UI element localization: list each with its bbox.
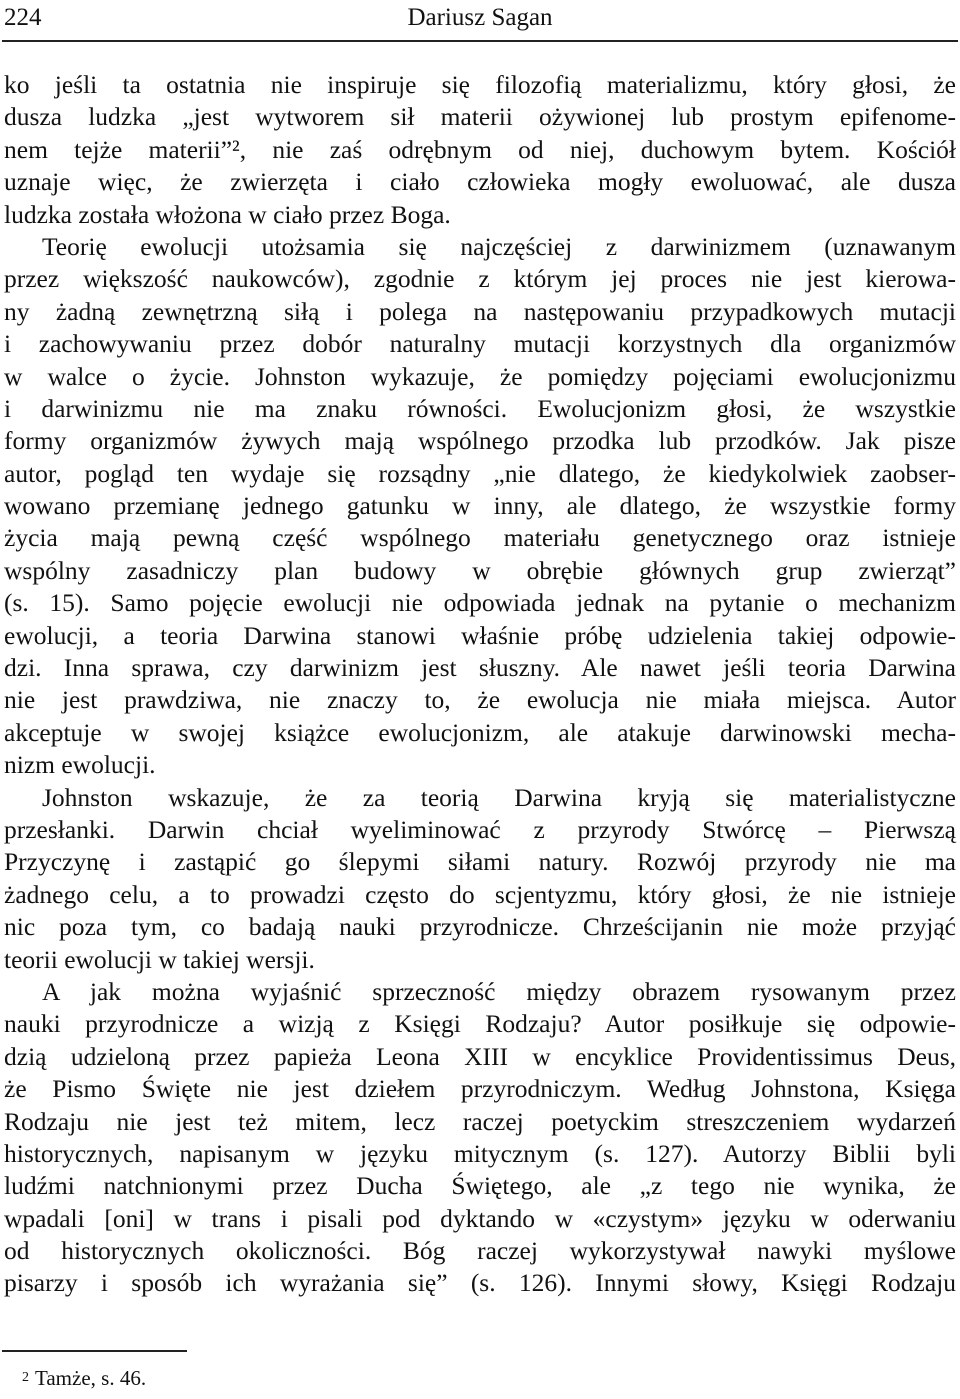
text-line: pisarzy i sposób ich wyrażania się” (s. 126). Innymi słowy, Księgi Rodzaju [4,1268,956,1298]
text-line: ko jeśli ta ostatnia nie inspiruje się filozofią materializmu, który głosi, że [4,70,956,99]
header-rule [2,40,958,42]
text-line: Johnston wskazuje, że za teorią Darwina kryją się materialistyczne [42,782,956,812]
text-line: i darwinizmu nie ma znaku równości. Ewolucjonizm głosi, że wszystkie [4,393,956,423]
text-line: i zachowywaniu przez dobór naturalny mutacji korzystnych dla organizmów [4,329,956,359]
text-line: dusza ludzka „jest wytworem sił materii ożywionej lub prostym epifenome- [4,102,956,132]
text-line: wowano przemianę jednego gatunku w inny, ale dlatego, że wszystkie formy [4,491,956,521]
page-number: 224 [4,4,42,31]
text-line: przez większość naukowców), zgodnie z którym jej proces nie jest kierowa- [4,264,956,294]
footnote [22,1365,146,1395]
text-line: wspólny zasadniczy plan budowy w obrębie głównych grup zwierząt” [4,555,956,585]
text-line: ludźmi natchnionymi przez Ducha Świętego, ale „z tego nie wynika, że [4,1171,956,1201]
text-line: dzią udzieloną przez papieża Leona XIII w encyklice Providentissimus Deus, [4,1041,956,1071]
footnote-marker: 2 [22,1370,29,1385]
text-line: w walce o życie. Johnston wykazuje, że pomiędzy pojęciami ewolucjonizmu [4,361,956,391]
text-line: ewolucji, a teoria Darwina stanowi właśnie próbę udzielenia takiej odpowie- [4,620,956,650]
text-line: nizm ewolucji. [4,750,156,780]
text-line: nic poza tym, co badają nauki przyrodnicze. Chrześcijanin nie może przyjąć [4,912,956,942]
text-line: formy organizmów żywych mają wspólnego przodka lub przodków. Jak pisze [4,426,956,456]
text-line: przesłanki. Darwin chciał wyeliminować z przyrody Stwórcę – Pierwszą [4,814,956,844]
text-line: żadnego celu, a to prowadzi często do scjentyzmu, który głosi, że nie istnieje [4,879,956,909]
text-line: historycznych, napisanym w języku mitycznym (s. 127). Autorzy Biblii byli [4,1138,956,1168]
footnote-rule [2,1350,187,1352]
page-header [4,2,956,36]
text-line: nie jest prawdziwa, nie znaczy to, że ewolucja nie miała miejsca. Autor [4,685,956,715]
footnote-text: Tamże, s. 46. [35,1366,147,1390]
text-line: akceptuje w swojej książce ewolucjonizm, ale atakuje darwinowski mecha- [4,717,956,747]
text-line: uznaje więc, że zwierzęta i ciało człowieka mogły ewoluować, ale dusza [4,167,956,197]
text-line: że Pismo Święte nie jest dziełem przyrodniczym. Według Johnstona, Księga [4,1074,956,1104]
text-line: życia mają pewną część wspólnego materiału genetycznego oraz istnieje [4,523,956,553]
text-line: Teorię ewolucji utożsamia się najczęściej z darwinizmem (uznawanym [42,231,956,261]
text-line: teorii ewolucji w takiej wersji. [4,944,315,974]
body-text [4,69,956,1300]
text-line: Rodzaju nie jest też mitem, lecz raczej poetyckim streszczeniem wydarzeń [4,1106,956,1136]
text-line: Przyczynę i zastąpić go ślepymi siłami natury. Rozwój przyrody nie ma [4,847,956,877]
text-line: od historycznych okoliczności. Bóg raczej wykorzystywał nawyki myślowe [4,1236,956,1266]
text-line: dzi. Inna sprawa, czy darwinizm jest słuszny. Ale nawet jeśli teoria Darwina [4,653,956,683]
text-line: (s. 15). Samo pojęcie ewolucji nie odpowiada jednak na pytanie o mechanizm [4,588,956,618]
text-line: wpadali [oni] w trans i pisali pod dyktando w «czystym» języku w oderwaniu [4,1203,956,1233]
text-line: ludzka została włożona w ciało przez Boga. [4,199,451,229]
text-line: ny żadną zewnętrzną siłą i polega na następowaniu przypadkowych mutacji [4,296,956,326]
text-line: autor, pogląd ten wydaje się rozsądny „nie dlatego, że kiedykolwiek zaobser- [4,458,956,488]
running-head: Dariusz Sagan [407,4,553,31]
text-line: A jak można wyjaśnić sprzeczność między obrazem rysowanym przez [42,976,956,1006]
text-line: nem tejże materii”², nie zaś odrębnym od niej, duchowym bytem. Kościół [4,134,956,164]
text-line: nauki przyrodnicze a wizją z Księgi Rodzaju? Autor posiłkuje się odpowie- [4,1009,956,1039]
